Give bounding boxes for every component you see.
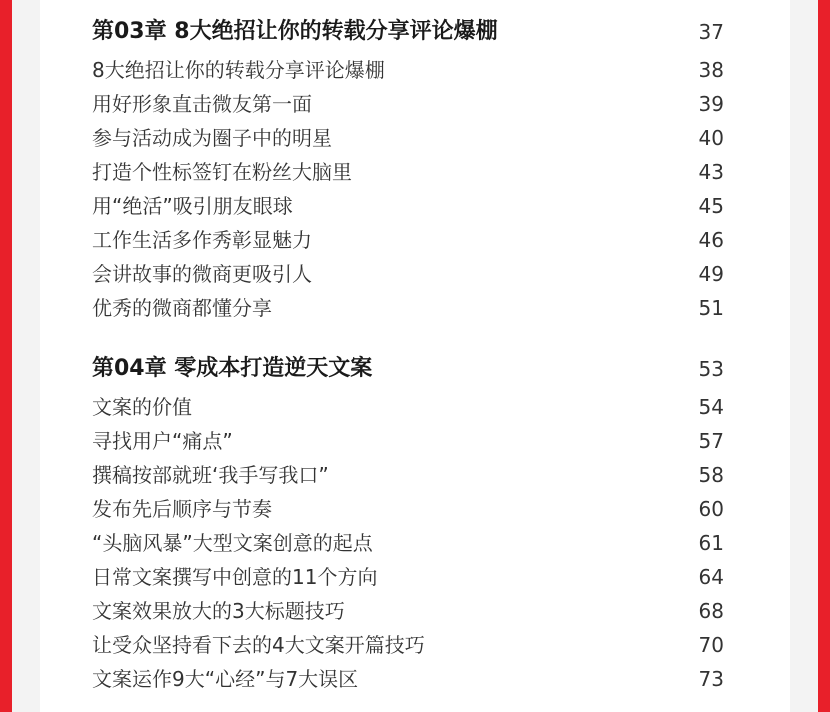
- entry-page-number: 51: [698, 296, 724, 320]
- entry-page-number: 46: [698, 228, 724, 252]
- toc-entry[interactable]: [92, 492, 724, 526]
- entry-title: 发布先后顺序与节奏: [92, 497, 272, 521]
- left-red-border: [0, 0, 12, 712]
- toc-entry[interactable]: [92, 291, 724, 325]
- entry-title: 日常文案撰写中创意的11个方向: [92, 565, 378, 589]
- toc-entry[interactable]: [92, 458, 724, 492]
- entry-page-number: 60: [698, 497, 724, 521]
- entry-title: 优秀的微商都懂分享: [92, 296, 272, 320]
- entry-page-number: 61: [698, 531, 724, 555]
- entry-page-number: 43: [698, 160, 724, 184]
- right-gutter: [790, 0, 818, 712]
- entry-page-number: 68: [698, 599, 724, 623]
- entry-title: 打造个性标签钉在粉丝大脑里: [92, 160, 352, 184]
- chapter-title: 第04章 零成本打造逆天文案: [92, 356, 373, 381]
- entry-page-number: 45: [698, 194, 724, 218]
- entry-title: 寻找用户“痛点”: [92, 429, 233, 453]
- toc-entry[interactable]: [92, 390, 724, 424]
- entry-title: 会讲故事的微商更吸引人: [92, 262, 312, 286]
- entry-page-number: 73: [698, 667, 724, 691]
- toc-entry[interactable]: [92, 257, 724, 291]
- toc-entry[interactable]: [92, 594, 724, 628]
- entry-page-number: 54: [698, 395, 724, 419]
- entry-title: 文案的价值: [92, 395, 192, 419]
- toc-entry[interactable]: [92, 87, 724, 121]
- toc-entry[interactable]: [92, 424, 724, 458]
- toc-entry[interactable]: [92, 53, 724, 87]
- entry-title: 8大绝招让你的转载分享评论爆棚: [92, 58, 385, 82]
- entry-page-number: 39: [698, 92, 724, 116]
- entry-title: 用“绝活”吸引朋友眼球: [92, 194, 293, 218]
- chapter-heading[interactable]: [92, 14, 724, 52]
- toc-entry[interactable]: [92, 628, 724, 662]
- entry-page-number: 58: [698, 463, 724, 487]
- right-red-border: [818, 0, 830, 712]
- entry-title: 参与活动成为圈子中的明星: [92, 126, 332, 150]
- entry-title: 用好形象直击微友第一面: [92, 92, 312, 116]
- chapter-04: [40, 351, 790, 696]
- left-gutter: [12, 0, 40, 712]
- toc-entry[interactable]: [92, 189, 724, 223]
- toc-page: [40, 0, 790, 712]
- entry-page-number: 40: [698, 126, 724, 150]
- entry-page-number: 64: [698, 565, 724, 589]
- toc-entry[interactable]: [92, 662, 724, 696]
- toc-entry[interactable]: [92, 526, 724, 560]
- toc-entry[interactable]: [92, 121, 724, 155]
- toc-entry[interactable]: [92, 155, 724, 189]
- toc-entry[interactable]: [92, 560, 724, 594]
- chapter-heading[interactable]: [92, 351, 724, 389]
- entry-title: “头脑风暴”大型文案创意的起点: [92, 531, 373, 555]
- chapter-page-number: 37: [698, 20, 724, 44]
- entry-title: 文案运作9大“心经”与7大误区: [92, 667, 359, 691]
- entry-page-number: 70: [698, 633, 724, 657]
- entry-title: 让受众坚持看下去的4大文案开篇技巧: [92, 633, 425, 657]
- chapter-title: 第03章 8大绝招让你的转载分享评论爆棚: [92, 19, 498, 44]
- entry-page-number: 49: [698, 262, 724, 286]
- entry-title: 撰稿按部就班‘我手写我口”: [92, 463, 329, 487]
- chapter-03: [40, 14, 790, 325]
- chapter-page-number: 53: [698, 357, 724, 381]
- entry-page-number: 38: [698, 58, 724, 82]
- entry-title: 工作生活多作秀彰显魅力: [92, 228, 312, 252]
- entry-page-number: 57: [698, 429, 724, 453]
- toc-entry[interactable]: [92, 223, 724, 257]
- entry-title: 文案效果放大的3大标题技巧: [92, 599, 345, 623]
